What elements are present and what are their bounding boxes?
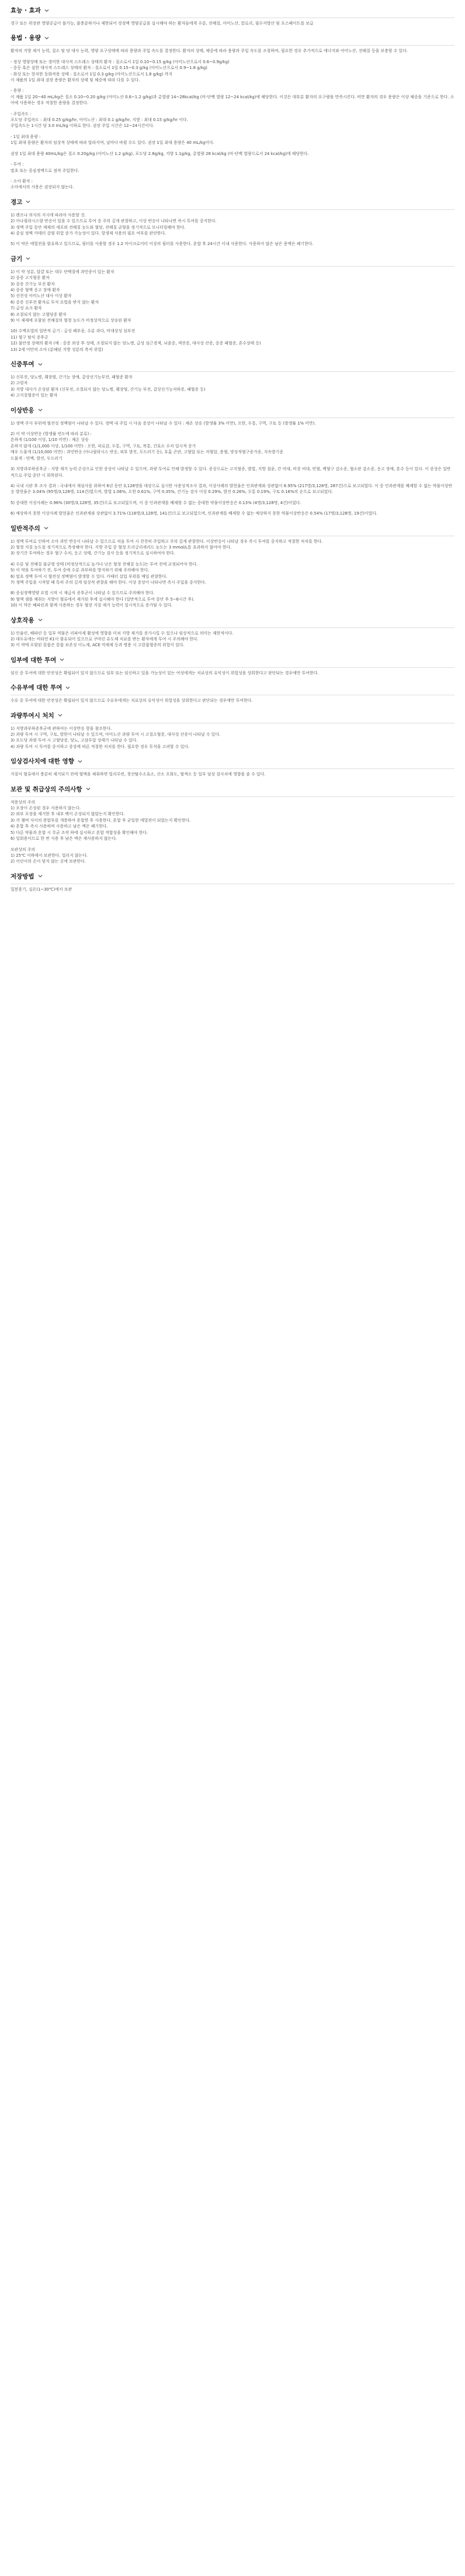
subsection	[11, 194, 454, 247]
chevron-down-icon[interactable]	[44, 35, 50, 41]
section-title: 상호작용	[11, 616, 34, 624]
subsection	[11, 402, 454, 517]
subsection	[11, 680, 454, 704]
subsection	[11, 753, 454, 777]
subsection-header[interactable]	[11, 781, 454, 796]
section-title: 임부에 대한 투여	[11, 656, 57, 664]
section-divider	[11, 371, 454, 372]
subsection-header[interactable]	[11, 708, 454, 723]
section-header-dosage[interactable]	[11, 30, 454, 45]
section-paragraph: - 정상 영양상태 또는 경미한 대사적 스트레스 상태의 환자 : 질소로서 1일 0.10~0.15 g/kg (아미노산으로서 0.6~0.9g/kg) - 중등 혹은 심한 대사적 스트레스 상태의 환자 : 질소로서 1일 0.15~0.3 g/kg (아미노산으로서 0.9~1.8 g/kg) - 화상 또는 현저한 동화작용 상태 : 질소로서 1일 0.3 g/kg (아미노산으로서 1.8 g/kg) 까지 이 제품의 1일 최대 권장 용량은 환자의 상태 및 체중에 따라 다를 수 있다.	[11, 59, 230, 83]
subsection-header[interactable]	[11, 612, 454, 627]
section-paragraph: 1) 정맥 투여로 인하여 소아 과민 반응이 나타날 수 있으므로 처음 투여 시 천천히 주입하고 주의 깊게 관찰한다. 이상반응이 나타날 경우 즉시 투여를 중지하고 적절한 처치를 한다. 2) 혈청 지질 농도를 정기적으로 측정해야 한다. 지방 주입 중 혈청 트리글리세리드 농도는 3 mmol/L를 초과하지 않아야 한다. 3) 장기간 투여하는 경우 혈구 수치, 응고 상태, 간기능 검사 등을 정기적으로 실시하여야 한다.	[11, 539, 323, 556]
section-title: 신중투여	[11, 361, 34, 368]
section-paragraph: 6) 예상하지 못한 이상사례 발현율은 인과관계와 상관없이 3.71% (116명/3,128명, 141건)으로 보고되었으며, 인과관계를 배제할 수 없는 예상하지 못한 약물이상반응은 0.54% (17명/3,128명, 19건)이었다.	[11, 511, 378, 516]
section-title: 저장방법	[11, 873, 34, 880]
chevron-down-icon[interactable]	[65, 685, 71, 691]
subsection-header[interactable]	[11, 194, 454, 209]
chevron-down-icon[interactable]	[44, 8, 50, 13]
section-paragraph: 4) 국내 시판 후 조사 결과 : 국내에서 재심사를 위하여 6년 동안 3,128명을 대상으로 실시한 사용성적조사 결과, 이상사례의 발현율은 인과관계와 상관없이 6.95% (217명/3,128명, 287건)으로 보고되었다. 이 중 인과관계를 배제할 수 없는 약물이상반응 발현율은 3.04% (95명/3,128명, 114건)였으며, 발열 1.06%, 오한 0.61%, 구역 0.35%, 간기능 검사 이상 0.29%, 발진 0.26%, 두통 0.19%, 구토 0.16%의 순으로 보고되었다.	[11, 483, 453, 495]
section-title: 용법 · 용량	[11, 35, 41, 42]
section-title: 경고	[11, 198, 23, 206]
chevron-down-icon[interactable]	[25, 199, 31, 205]
subsection	[11, 612, 454, 649]
section-dosage	[11, 30, 454, 190]
section-paragraph: 1) 이 약 성분, 달걀 또는 대두 단백질에 과민증이 있는 환자 2) 중증 고지혈증 환자 3) 중증 간기능 부전 환자 4) 중증 혈액 응고 장애 환자 5) 선천성 아미노산 대사 이상 환자 6) 중증 신부전 환자로 투석 요법을 받지 않는 환자 7) 급성 쇼크 환자 8) 조절되지 않는 고혈당증 환자 9) 이 제제에 포함된 전해질의 혈청 농도가 비정상적으로 상승된 환자	[11, 269, 131, 323]
section-title: 금기	[11, 255, 23, 263]
chevron-down-icon[interactable]	[43, 525, 49, 531]
subsection-header[interactable]	[11, 356, 454, 371]
chevron-down-icon[interactable]	[57, 712, 63, 718]
section-paragraph: - 1일 최대 용량 : 1일 최대 용량은 환자의 임상적 상태에 따라 달라지며, 날마다 바뀔 수도 있다. 권장 1일 최대 용량은 40 mL/kg이다.	[11, 134, 214, 146]
section-title: 과량투여시 처치	[11, 712, 54, 719]
chevron-down-icon[interactable]	[37, 617, 43, 623]
section-header-efficacy[interactable]	[11, 2, 454, 18]
section-paragraph: 1) 인슐린, 헤파린 등 일부 약물은 리파아제 활성에 영향을 미쳐 지방 제거를 증가시킬 수 있으나 임상적으로 의미는 제한적이다. 2) 대두유에는 비타민 K1이 함유되어 있으므로 쿠마린 유도체 치료를 받는 환자에게 투여 시 주의해야 한다. 3) 이 약에 포함된 칼륨은 칼륨 보존성 이뇨제, ACE 억제제 등과 병용 시 고칼륨혈증의 위험이 있다.	[11, 630, 234, 648]
section-paragraph: 권장 1일 최대 용량 40mL/kg은 질소 0.20g/kg (아미노산 1.2 g/kg), 포도당 2.8g/kg, 지방 1.1g/kg, 총열량 28 kcal/kg (비-단백 열량으로서 24 kcal/kg)에 해당한다.	[11, 151, 309, 156]
section-divider	[11, 667, 454, 668]
subsection-header[interactable]	[11, 680, 454, 695]
section-efficacy	[11, 2, 454, 26]
subsection-header[interactable]	[11, 520, 454, 536]
section-title: 임상검사치에 대한 영향	[11, 758, 74, 765]
section-divider	[11, 796, 454, 797]
section-paragraph: - 주입속도 : 포도당 주입속도 : 최대 0.25 g/kg/hr, 아미노산 : 최대 0.1 g/kg/hr, 지방 : 최대 0.15 g/kg/hr 이다. 주입속도는 1시간 당 3.0 mL/kg 이하로 한다. 권장 주입 시간은 12~24시간이다.	[11, 111, 188, 129]
chevron-down-icon[interactable]	[37, 873, 43, 879]
section-paragraph: 수유 중 투여에 대한 안전성은 확립되어 있지 않으므로 수유부에게는 치료상의 유익성이 위험성을 상회한다고 판단되는 경우에만 투여한다.	[11, 698, 253, 704]
subsection	[11, 251, 454, 353]
subsection	[11, 520, 454, 609]
section-paragraph: 5) 이 약은 에멀젼을 함유하고 있으므로, 필터를 사용할 경우 1.2 마이크로미터 이상의 필터를 사용한다. 혼합 후 24시간 이내 사용한다. 사용하지 않은 남은 용액은 폐기한다.	[11, 242, 314, 247]
section-paragraph: 1) 렌즈나 의사의 지시에 따라야 사용할 것. 2) 아나필락시스양 반응이 있을 수 있으므로 투여 중 주의 깊게 관찰하고, 이상 반응이 나타나면 즉시 투여를 중지한다. 3) 정맥 주입 동안 제제의 세포외 전해질 농도와 혈당, 전해질 균형을 정기적으로 모니터링해야 한다. 4) 중심 정맥 카테터 감염 위험 증가 가능성이 있다. 항생제 사용의 필요 여부를 판단한다.	[11, 212, 217, 236]
chevron-down-icon[interactable]	[77, 758, 83, 764]
section-paragraph: 5) 중대한 이상사례는 0.96% (30명/3,128명, 35건)으로 보고되었으며, 이 중 인과관계를 배제할 수 없는 중대한 약물이상반응은 0.13% (4명/3,128명, 4건)이었다.	[11, 500, 301, 505]
section-divider	[11, 266, 454, 267]
section-title: 수유부에 대한 투여	[11, 684, 63, 692]
section-divider	[11, 768, 454, 769]
subsection-header[interactable]	[11, 868, 454, 884]
section-divider	[11, 45, 454, 46]
subsection	[11, 356, 454, 399]
section-paragraph: 경구 또는 위장관 영양공급이 불가능, 불충분하거나 제한되어 경정맥 영양공급을 실시해야 하는 환자들에게 수분, 전해질, 아미노산, 칼로리, 필수지방산 및 포스페이트를 보급	[11, 21, 314, 26]
chevron-down-icon[interactable]	[25, 256, 31, 261]
section-paragraph: 2) 이 약 이상반응 (발생률 빈도에 따라 분류) : 흔하게 (1/100 이상, 1/10 미만) : 체온 상승 흔하지 않게 (1/1,000 이상, 1/100 미만) : 오한, 피로감, 두통, 구역, 구토, 복통, 간효소 수치 일시적 증가 매우 드물게 (1/10,000 미만) : 과민반응 (아나필락시스 반응, 피부 발진, 두드러기 등), 호흡 곤란, 고혈압 또는 저혈압, 용혈, 망상적혈구증가증, 지속발기증 드물게 : 빈맥, 발진, 두드러기	[11, 432, 283, 461]
section-paragraph: 지질이 혈류에서 충분히 제거되기 전에 혈액을 채취하면 빌리루빈, 젖산탈수소효소, 산소 포화도, 혈색소 등 일부 임상 검사치에 영향을 줄 수 있다.	[11, 772, 266, 777]
section-paragraph: - 소아 환자 : 소아에서의 사용은 권장되지 않는다.	[11, 178, 74, 190]
section-title: 효능 · 효과	[11, 7, 41, 14]
section-paragraph: 3) 지방과부하증후군 : 지방 제거 능력 손상으로 인한 증상이 나타날 수 있으며, 과량 투여로 인해 발생할 수 있다. 증상으로는 고지혈증, 발열, 지방 침윤, 간 비대, 비장 비대, 빈혈, 백혈구 감소증, 혈소판 감소증, 응고 장애, 혼수 등이 있다. 이 증상은 일반적으로 주입 중단 시 회복된다.	[11, 467, 451, 478]
section-paragraph: 1) 지방과부하증후군에 관하여는 이상반응 항을 참조한다. 2) 과량 투여 시 구역, 구토, 발한이 나타날 수 있으며, 아미노산 과량 투여 시 고질소혈증, 대사성 산증이 나타날 수 있다. 3) 포도당 과량 투여 시 고혈당증, 당뇨, 고삼투압 상태가 나타날 수 있다. 4) 과량 투여 시 투여를 중지하고 증상에 따른 적절한 처치를 한다. 필요한 경우 투석을 고려할 수 있다.	[11, 726, 221, 749]
section-paragraph: 임신 중 투여에 대한 안전성은 확립되어 있지 않으므로 임부 또는 임신하고 있을 가능성이 있는 여성에게는 치료상의 유익성이 위험성을 상회한다고 판단되는 경우에만 투여한다.	[11, 670, 319, 675]
section-title: 이상반응	[11, 406, 34, 414]
chevron-down-icon[interactable]	[37, 361, 43, 367]
section-title: 일반적주의	[11, 525, 40, 532]
subsection-header[interactable]	[11, 753, 454, 768]
chevron-down-icon[interactable]	[37, 407, 43, 413]
section-paragraph: 10) 수액요법의 일반적 금기 : 급성 폐부종, 수분 과다, 비대상성 심부전 11) 혈구 탐식 증후군 12) 불안정 상태의 환자 (예 : 중증 외상 후 상태, 조절되지 않는 당뇨병, 급성 심근경색, 뇌졸중, 색전증, 대사성 산증, 중증 패혈증, 혼수상태 등) 13) 2세 미만의 소아 (분해된 지방 성분의 축적 위험)	[11, 329, 261, 352]
section-divider	[11, 627, 454, 628]
section-paragraph: - 용량 : 이 제품 1일 20~40 mL/kg은 질소 0.10~0.20 g/kg (아미노산 0.6~1.2 g/kg)과 총열량 14~28kcal/kg (비-단백 열량 12~24 kcal/kg)에 해당한다. 이것은 대부분 환자의 요구량을 만족시킨다. 비만 환자의 경우 용량은 이상 체중을 기준으로 한다. 소아에 사용하는 경우 적절한 용량을 결정한다.	[11, 88, 454, 106]
section-paragraph: 1) 신부전, 당뇨병, 췌장염, 간기능 장애, 갑상선기능부전, 패혈증 환자 2) 고령자 3) 지방 대사가 손상된 환자 (신부전, 조절되지 않는 당뇨병, 췌장염, 간기능 부전, 갑상선기능저하증, 패혈증 등) 4) 고지질혈증이 있는 환자	[11, 375, 206, 398]
section-paragraph: 환자의 지방 제거 능력, 질소 및 당 대사 능력, 영양 요구상태에 따라 용량과 주입 속도를 결정한다. 환자의 상태, 체중에 따라 용량과 주입 속도를 조절하며, 필요한 경우 추가적으로 에너지와 아미노산, 전해질 등을 보충할 수 있다.	[11, 49, 408, 54]
section-paragraph: 8) 중심정맥영양 요법 시작 시 재급식 증후군이 나타날 수 있으므로 주의해야 한다. 9) 혈액 샘플 채취는 지방이 혈류에서 제거된 후에 실시해야 한다 (일반적으로 투여 중단 후 5~6시간 후). 10) 이 약은 헤파린과 함께 사용하는 경우 혈장 지질 제거 능력이 일시적으로 증가될 수 있다.	[11, 591, 195, 608]
section-divider	[11, 209, 454, 210]
subsection-header[interactable]	[11, 652, 454, 667]
section-paragraph: 보관상의 주의 1) 25℃ 이하에서 보관한다. 얼리지 않는다. 2) 어린이의 손이 닿지 않는 곳에 보관한다.	[11, 847, 88, 864]
section-paragraph: 4) 수분 및 전해질 불균형 상태 (비정상적으로 높거나 낮은 혈청 전해질 농도)는 투여 전에 교정되어야 한다. 5) 이 약을 투여하기 전, 투여 중에 수분 과부하를 방지하기 위해 주의해야 한다. 6) 말초 정맥 투여 시 혈전성 정맥염이 발생할 수 있다. 카테터 삽입 부위를 매일 관찰한다. 7) 정맥 주입을 시작할 때 특히 주의 깊게 임상적 관찰을 해야 한다. 이상 증상이 나타나면 즉시 주입을 중지한다.	[11, 561, 206, 585]
section-paragraph: 밀봉용기, 실온(1~30℃)에서 보관	[11, 887, 72, 892]
subsection	[11, 652, 454, 676]
chevron-down-icon[interactable]	[85, 786, 91, 792]
subsection-header[interactable]	[11, 402, 454, 418]
subsection	[11, 708, 454, 750]
subsection	[11, 868, 454, 892]
subsection	[11, 781, 454, 865]
chevron-down-icon[interactable]	[59, 657, 65, 663]
section-paragraph: - 투여 : 말초 또는 중심정맥으로 점적 주입한다.	[11, 162, 79, 173]
section-paragraph: 적용상의 주의 1) 포장이 손상된 경우 사용하지 않는다. 2) 외부 포장을 제거한 후 내부 백이 손상되지 않았는지 확인한다. 3) 각 챔버 사이의 봉합부를 개봉하여 혼합한 후 사용한다. 혼합 후 균일한 에멀젼이 되었는지 확인한다. 4) 혼합 후 즉시 사용하며 사용하고 남은 액은 폐기한다. 5) 다른 약물과 혼합 시 무균 조작 하에 실시하고 혼합 적합성을 확인해야 한다. 6) 일회용이므로 한 번 사용 후 남은 액은 재사용하지 않는다.	[11, 799, 191, 842]
section-paragraph: 1) 정맥 주사 부위에 혈전성 정맥염이 나타날 수 있다. 정맥 내 주입 시 다음 증상이 나타날 수 있다 : 체온 상승 (발생률 3% 미만), 오한, 두통, 구역, 구토 등 (발생률 1% 미만).	[11, 420, 316, 426]
section-title: 보관 및 취급상의 주의사항	[11, 785, 82, 793]
document-body	[0, 0, 465, 892]
subsection-header[interactable]	[11, 251, 454, 266]
